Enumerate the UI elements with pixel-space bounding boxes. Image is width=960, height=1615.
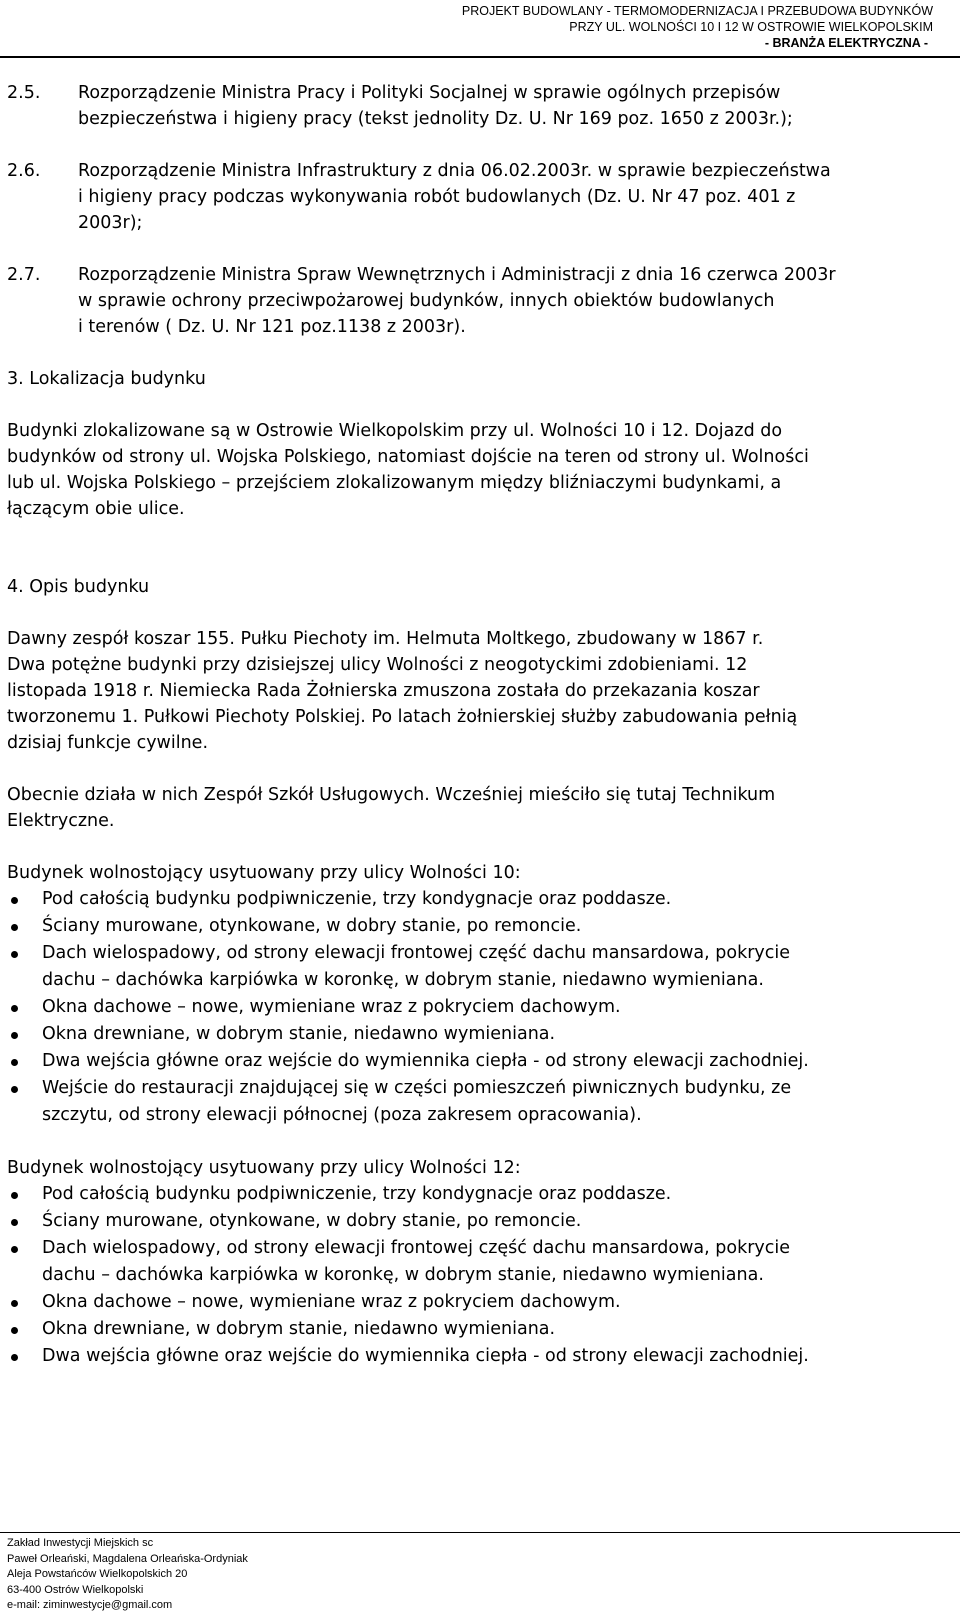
bullet-icon [11, 1354, 18, 1361]
list-item [7, 1235, 947, 1289]
bullet-icon [11, 1005, 18, 1012]
regulation-item [7, 158, 947, 236]
regulations-list [7, 80, 947, 340]
bullet-icon [11, 1059, 18, 1066]
text-line: Rozporządzenie Ministra Infrastruktury z dnia 06.02.2003r. w sprawie bezpieczeństwa [78, 161, 831, 181]
list-item [7, 1048, 947, 1075]
regulation-number: 2.5. [7, 83, 41, 103]
text-line: tworzonemu 1. Pułkowi Piechoty Polskiej. Po latach żołnierskiej służby zabudowania pełnią [7, 707, 798, 727]
bullet-icon [11, 1032, 18, 1039]
regulation-text [78, 262, 947, 340]
text-line: lub ul. Wojska Polskiego – przejściem zlokalizowanym między bliźniaczymi budynkami, a [7, 473, 782, 493]
text-line: Okna dachowe – nowe, wymieniane wraz z pokryciem dachowym. [42, 1292, 621, 1312]
list-item [7, 1208, 947, 1235]
text-line: Dach wielospadowy, od strony elewacji frontowej część dachu mansardowa, pokrycie [42, 1238, 791, 1258]
bullet-icon [11, 1086, 18, 1093]
header-project-title: PROJEKT BUDOWLANY - TERMOMODERNIZACJA I PRZEBUDOWA BUDYNKÓW [461, 4, 933, 18]
text-line: Okna dachowe – nowe, wymieniane wraz z pokryciem dachowym. [42, 997, 621, 1017]
footer-line: Paweł Orleański, Magdalena Orleańska-Ordyniak [7, 1552, 248, 1565]
text-line: Dwa potężne budynki przy dzisiejszej ulicy Wolności z neogotyckimi zdobieniami. 12 [7, 655, 748, 675]
list-item [7, 994, 947, 1021]
text-line: Pod całością budynku podpiwniczenie, trzy kondygnacje oraz poddasze. [42, 889, 672, 909]
text-line: Rozporządzenie Ministra Spraw Wewnętrznych i Administracji z dnia 16 czerwca 2003r [78, 265, 836, 285]
building12-intro: Budynek wolnostojący usytuowany przy ulicy Wolności 12: [7, 1158, 521, 1178]
header-divider [0, 56, 960, 58]
bullet-icon [11, 1246, 18, 1253]
bullet-icon [11, 897, 18, 904]
bullet-icon [11, 1300, 18, 1307]
regulation-number: 2.7. [7, 265, 41, 285]
text-line: budynków od strony ul. Wojska Polskiego, natomiast dojście na teren od strony ul. Wolności [7, 447, 809, 467]
list-item [7, 1021, 947, 1048]
list-item [7, 913, 947, 940]
text-line: Rozporządzenie Ministra Pracy i Polityki Socjalnej w sprawie ogólnych przepisów [78, 83, 781, 103]
building10-intro: Budynek wolnostojący usytuowany przy ulicy Wolności 10: [7, 863, 521, 883]
text-line: listopada 1918 r. Niemiecka Rada Żołnierska zmuszona została do przekazania koszar [7, 681, 760, 701]
text-line: Wejście do restauracji znajdującej się w części pomieszczeń piwnicznych budynku, ze [42, 1078, 792, 1098]
footer-line: 63-400 Ostrów Wielkopolski [7, 1583, 144, 1596]
list-item [7, 1289, 947, 1316]
building10-list [7, 886, 947, 1129]
section-heading-description: 4. Opis budynku [7, 577, 150, 597]
text-line: dachu – dachówka karpiówka w koronkę, w dobrym stanie, niedawno wymieniana. [42, 1265, 764, 1285]
footer-divider [0, 1532, 960, 1533]
text-line: Ściany murowane, otynkowane, w dobry stanie, po remoncie. [42, 1211, 582, 1231]
text-line: szczytu, od strony elewacji północnej (poza zakresem opracowania). [42, 1105, 642, 1125]
text-line: Budynki zlokalizowane są w Ostrowie Wielkopolskim przy ul. Wolności 10 i 12. Dojazd do [7, 421, 783, 441]
building12-list [7, 1181, 947, 1370]
text-line: Dawny zespół koszar 155. Pułku Piechoty im. Helmuta Moltkego, zbudowany w 1867 r. [7, 629, 764, 649]
text-line: Elektryczne. [7, 811, 115, 831]
regulation-text [78, 158, 947, 236]
list-item [7, 1181, 947, 1208]
bullet-icon [11, 1327, 18, 1334]
section-heading-location: 3. Lokalizacja budynku [7, 369, 206, 389]
text-line: Pod całością budynku podpiwniczenie, trzy kondygnacje oraz poddasze. [42, 1184, 672, 1204]
list-item [7, 940, 947, 994]
history-paragraph [7, 626, 947, 756]
footer-line: Zakład Inwestycji Miejskich sc [7, 1537, 154, 1549]
bullet-icon [11, 951, 18, 958]
text-line: w sprawie ochrony przeciwpożarowej budynków, innych obiektów budowlanych [78, 291, 775, 311]
list-item [7, 1316, 947, 1343]
list-item [7, 886, 947, 913]
page-footer [7, 1536, 248, 1614]
text-line: i terenów ( Dz. U. Nr 121 poz.1138 z 2003r). [78, 317, 466, 337]
text-line: Okna drewniane, w dobrym stanie, niedawno wymieniana. [42, 1319, 556, 1339]
text-line: Obecnie działa w nich Zespół Szkół Usługowych. Wcześniej mieściło się tutaj Technikum [7, 785, 776, 805]
text-line: Ściany murowane, otynkowane, w dobry stanie, po remoncie. [42, 916, 582, 936]
bullet-icon [11, 1219, 18, 1226]
regulation-item [7, 80, 947, 132]
text-line: Okna drewniane, w dobrym stanie, niedawno wymieniana. [42, 1024, 556, 1044]
text-line: Dwa wejścia główne oraz wejście do wymiennika ciepła - od strony elewacji zachodniej. [42, 1051, 809, 1071]
text-line: dachu – dachówka karpiówka w koronkę, w dobrym stanie, niedawno wymieniana. [42, 970, 764, 990]
location-paragraph [7, 418, 947, 522]
bullet-icon [11, 1192, 18, 1199]
header-address: PRZY UL. WOLNOŚCI 10 I 12 W OSTROWIE WIELKOPOLSKIM [569, 20, 933, 34]
header-branch: - BRANŻA ELEKTRYCZNA - [764, 36, 928, 50]
text-line: łączącym obie ulice. [7, 499, 185, 519]
text-line: bezpieczeństwa i higieny pracy (tekst jednolity Dz. U. Nr 169 poz. 1650 z 2003r.); [78, 109, 793, 129]
footer-line: e-mail: ziminwestycje@gmail.com [7, 1599, 173, 1611]
list-item [7, 1075, 947, 1129]
regulation-text [78, 80, 947, 132]
footer-line: Aleja Powstańców Wielkopolskich 20 [7, 1568, 188, 1580]
regulation-item [7, 262, 947, 340]
page-header [0, 3, 960, 51]
text-line: dzisiaj funkcje cywilne. [7, 733, 209, 753]
text-line: Dach wielospadowy, od strony elewacji frontowej część dachu mansardowa, pokrycie [42, 943, 791, 963]
document-body [7, 80, 947, 1370]
bullet-icon [11, 924, 18, 931]
regulation-number: 2.6. [7, 161, 41, 181]
text-line: 2003r); [78, 213, 143, 233]
text-line: Dwa wejścia główne oraz wejście do wymiennika ciepła - od strony elewacji zachodniej. [42, 1346, 809, 1366]
text-line: i higieny pracy podczas wykonywania robót budowlanych (Dz. U. Nr 47 poz. 401 z [78, 187, 796, 207]
current-use-paragraph [7, 782, 947, 834]
list-item [7, 1343, 947, 1370]
